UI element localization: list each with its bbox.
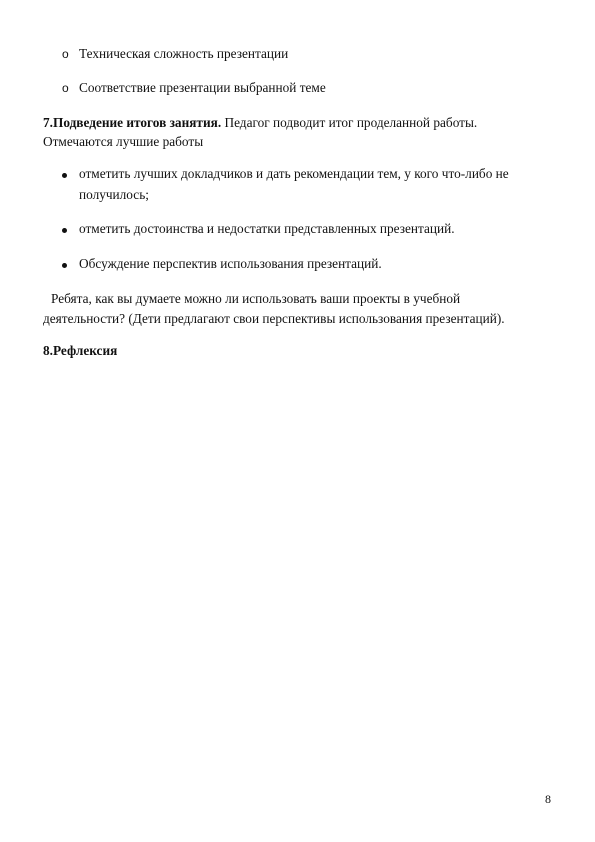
section-8-heading: 8.Рефлексия xyxy=(43,343,118,358)
list-bullet-dot xyxy=(62,173,67,178)
section-7-heading: 7.Подведение итогов занятия. xyxy=(43,115,222,130)
list-item: отметить достоинства и недостатки представленных презентаций. xyxy=(79,221,455,236)
section-7-paragraph xyxy=(43,115,477,131)
list-bullet-circle: o xyxy=(62,81,69,95)
paragraph-line: Ребята, как вы думаете можно ли использовать ваши проекты в учебной xyxy=(51,291,461,306)
paragraph-line: деятельности? (Дети предлагают свои перспективы использования презентаций). xyxy=(43,311,505,326)
list-bullet-circle: o xyxy=(62,47,69,61)
section-7-text-line2: Отмечаются лучшие работы xyxy=(43,134,204,149)
page-number: 8 xyxy=(545,792,551,806)
section-7-text: Педагог подводит итог проделанной работы. xyxy=(221,115,478,130)
list-bullet-dot xyxy=(62,228,67,233)
list-item: отметить лучших докладчиков и дать рекомендации тем, у кого что-либо не xyxy=(79,166,509,181)
list-bullet-dot xyxy=(62,263,67,268)
list-item: Обсуждение перспектив использования презентаций. xyxy=(79,256,382,271)
list-item-continuation: получилось; xyxy=(79,187,149,202)
list-item: Техническая сложность презентации xyxy=(79,46,289,61)
list-item: Соответствие презентации выбранной теме xyxy=(79,80,326,95)
